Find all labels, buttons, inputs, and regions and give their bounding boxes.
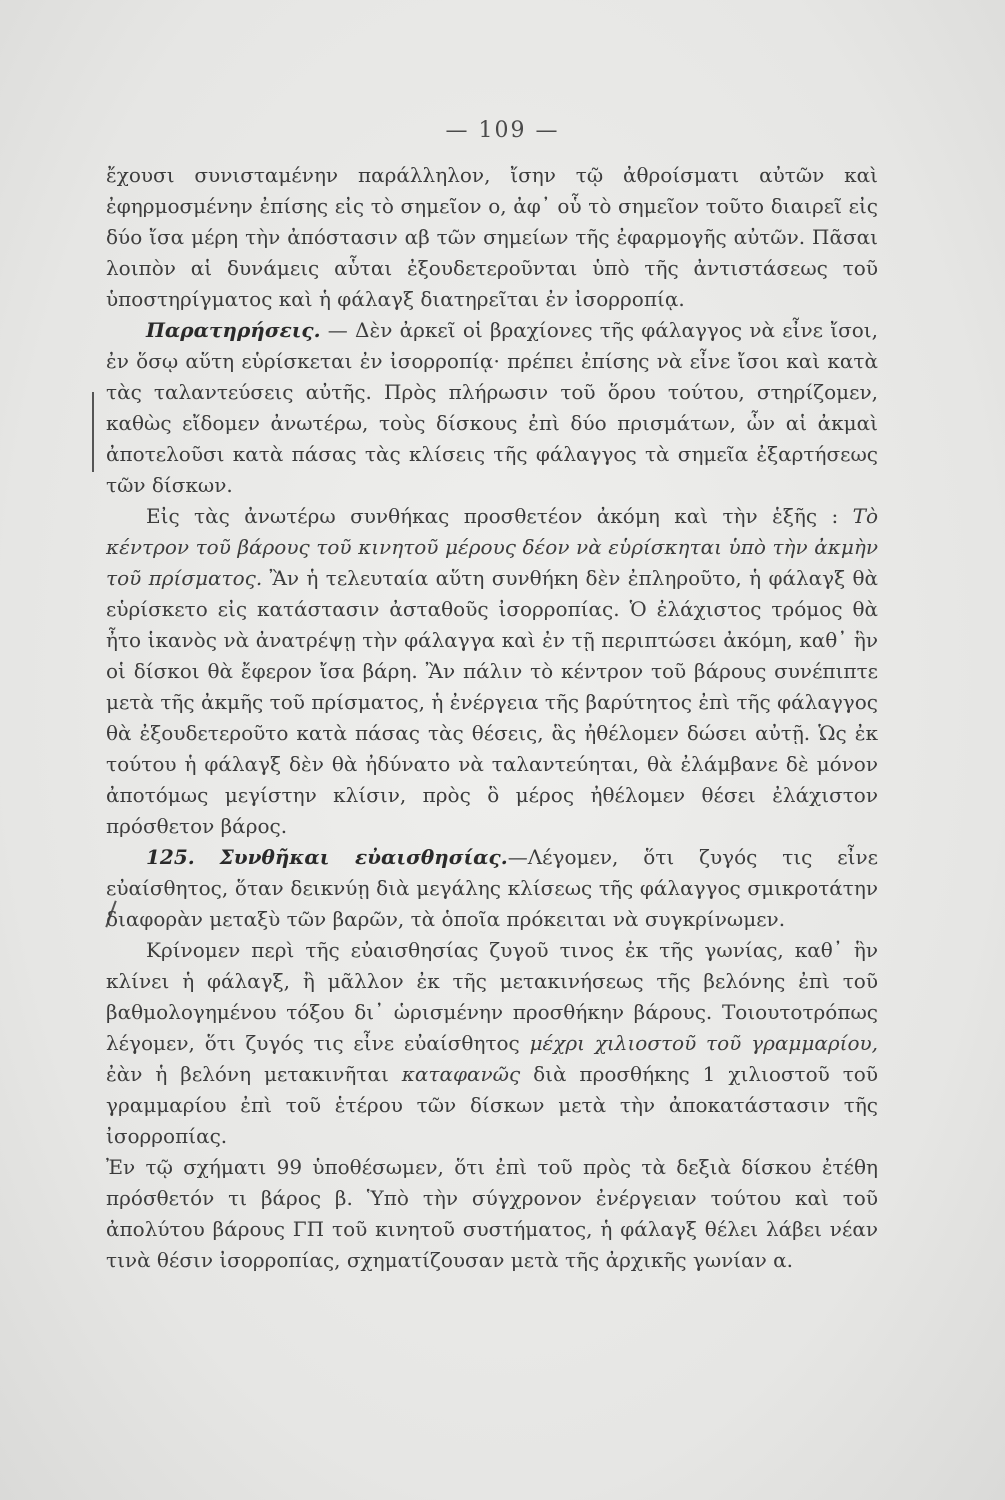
page-number: — 109 — <box>445 118 560 143</box>
paragraph-text: Ἂν ἡ τελευταία αὕτη συνθήκη δὲν ἐπληροῦτο, ἡ φάλαγξ θὰ εὑρίσκετο εἰς κατάστασιν ἀσταθοῦς ἰσορροπίας. Ὁ ἐλάχιστος τρόμος θὰ ἦτο ἱκανὸς νὰ ἀνατρέψῃ τὴν φάλαγγα καὶ ἐν τῇ περιπτώσει ἀκόμη, καθ᾽ ἣν οἱ δίσκοι θὰ ἔφερον ἴσα βάρη. Ἂν πάλιν τὸ κέντρον τοῦ βάρους συνέπιπτε μετὰ τῆς ἀκμῆς τοῦ πρίσματος, ἡ ἐνέργεια τῆς βαρύτητος ἐπὶ τῆς φάλαγγος θὰ ἐξουδετεροῦτο κατὰ πάσας τὰς θέσεις, ἃς ἠθέλομεν δώσει αὐτῇ. Ὡς ἐκ τούτου ἡ φάλαγξ δὲν θὰ ἠδύνατο νὰ ταλαντεύηται, θὰ ἐλάμβανε δὲ μόνον ἀποτόμως μεγίστην κλίσιν, πρὸς ὃ μέρος ἠθέλομεν θέσει ἐλάχιστον πρόσθετον βάρος. <box>106 566 879 838</box>
paragraph-text: — Δὲν ἀρκεῖ οἱ βραχίονες τῆς φάλαγγος νὰ εἶνε ἴσοι, ἐν ὅσῳ αὕτη εὑρίσκεται ἐν ἰσορροπίᾳ· πρέπει ἐπίσης νὰ εἶνε ἴσοι καὶ κατὰ τὰς ταλαντεύσεις αὐτῆς. Πρὸς πλήρωσιν τοῦ ὅρου τούτου, στηρίζομεν, καθὼς εἴδομεν ἀνωτέρω, τοὺς δίσκους ἐπὶ δύο πρισμάτων, ὧν αἱ ἀκμαὶ ἀποτελοῦσι κατὰ πάσας τὰς κλίσεις τῆς φάλαγγος τὰ σημεῖα ἐξαρτήσεως τῶν δίσκων. <box>106 318 878 497</box>
paragraph-1: ἔχουσι συνισταμένην παράλληλον, ἴσην τῷ ἀθροίσματι αὐτῶν καὶ ἐφηρμοσμένην ἐπίσης εἰς τὸ σημεῖον ο, ἀφ᾽ οὗ τὸ σημεῖον τοῦτο διαιρεῖ εἰς δύο ἴσα μέρη τὴν ἀπόστασιν αβ τῶν σημείων τῆς ἐφαρμογῆς αὐτῶν. Πᾶσαι λοιπὸν αἱ δυνάμεις αὗται ἐξουδετεροῦνται ὑπὸ τῆς ἀντιστάσεως τοῦ ὑποστηρίγματος καὶ ἡ φάλαγξ διατηρεῖται ἐν ἰσορροπίᾳ. <box>106 163 878 311</box>
margin-pencil-mark <box>92 392 94 472</box>
paragraph-text: διὰ προσθήκης 1 χιλιοστοῦ τοῦ γραμμαρίου ἐπὶ τοῦ ἑτέρου τῶν δίσκων μετὰ τὴν ἀποκατάστασιν τῆς ἰσορροπίας. <box>106 1062 879 1148</box>
section-number: 125. <box>146 845 195 869</box>
paragraph-text: Κρίνομεν περὶ τῆς εὐαισθησίας ζυγοῦ τινος ἐκ τῆς γωνίας, καθ᾽ ἣν κλίνει ἡ φάλαγξ, ἢ μᾶλλον ἐκ τῆς μετακινήσεως τῆς βελόνης ἐπὶ τοῦ βαθμολογημένου τόξου δι᾽ ὡρισμένην προσθήκην βάρους. Τοιουτοτρόπως λέγομεν, ὅτι ζυγός τις εἶνε εὐαίσθητος <box>106 938 878 1055</box>
paragraph-6: Ἐν τῷ σχήματι 99 ὑποθέσωμεν, ὅτι ἐπὶ τοῦ πρὸς τὰ δεξιὰ δίσκου ἐτέθη πρόσθετόν τι βάρος β. Ὑπὸ τὴν σύγχρονον ἐνέργειαν τούτου καὶ τοῦ ἀπολύτου βάρους ΓΠ τοῦ κινητοῦ συστήματος, ἡ φάλαγξ θέλει λάβει νέαν τινὰ θέσιν ἰσορροπίας, σχηματίζουσαν μετὰ τῆς ἀρχικῆς γωνίαν α. <box>106 1155 878 1272</box>
section-heading: Παρατηρήσεις. <box>146 318 321 342</box>
paragraph-text: —Λέγομεν, ὅτι ζυγός τις εἶνε εὐαίσθητος, ὅταν δεικνύῃ διὰ μεγάλης κλίσεως τῆς φάλαγγος σμικροτάτην διαφορὰν μεταξὺ τῶν βαρῶν, τὰ ὁποῖα πρόκειται νὰ συγκρίνωμεν. <box>106 845 879 931</box>
paragraph-5 <box>106 935 878 1152</box>
paragraph-4 <box>106 842 878 935</box>
paragraph-text: ἐὰν ἡ βελόνη μετακινῆται <box>106 1062 402 1086</box>
italic-emphasis: μέχρι χιλιοστοῦ τοῦ γραμμαρίου, <box>529 1031 878 1055</box>
italic-emphasis: καταφανῶς <box>401 1062 521 1086</box>
section-heading: Συνθῆκαι εὐαισθησίας. <box>219 845 508 869</box>
body-text <box>106 160 878 1276</box>
paragraph-text: Εἰς τὰς ἀνωτέρω συνθήκας προσθετέον ἀκόμη καὶ τὴν ἑξῆς : <box>146 504 853 528</box>
paragraph-2 <box>106 315 878 501</box>
italic-emphasis: Τὸ κέντρον τοῦ βάρους τοῦ κινητοῦ μέρους δέον νὰ εὑρίσκηται ὑπὸ τὴν ἀκμὴν τοῦ πρίσματος. <box>106 504 878 590</box>
paragraph-3 <box>106 501 878 842</box>
